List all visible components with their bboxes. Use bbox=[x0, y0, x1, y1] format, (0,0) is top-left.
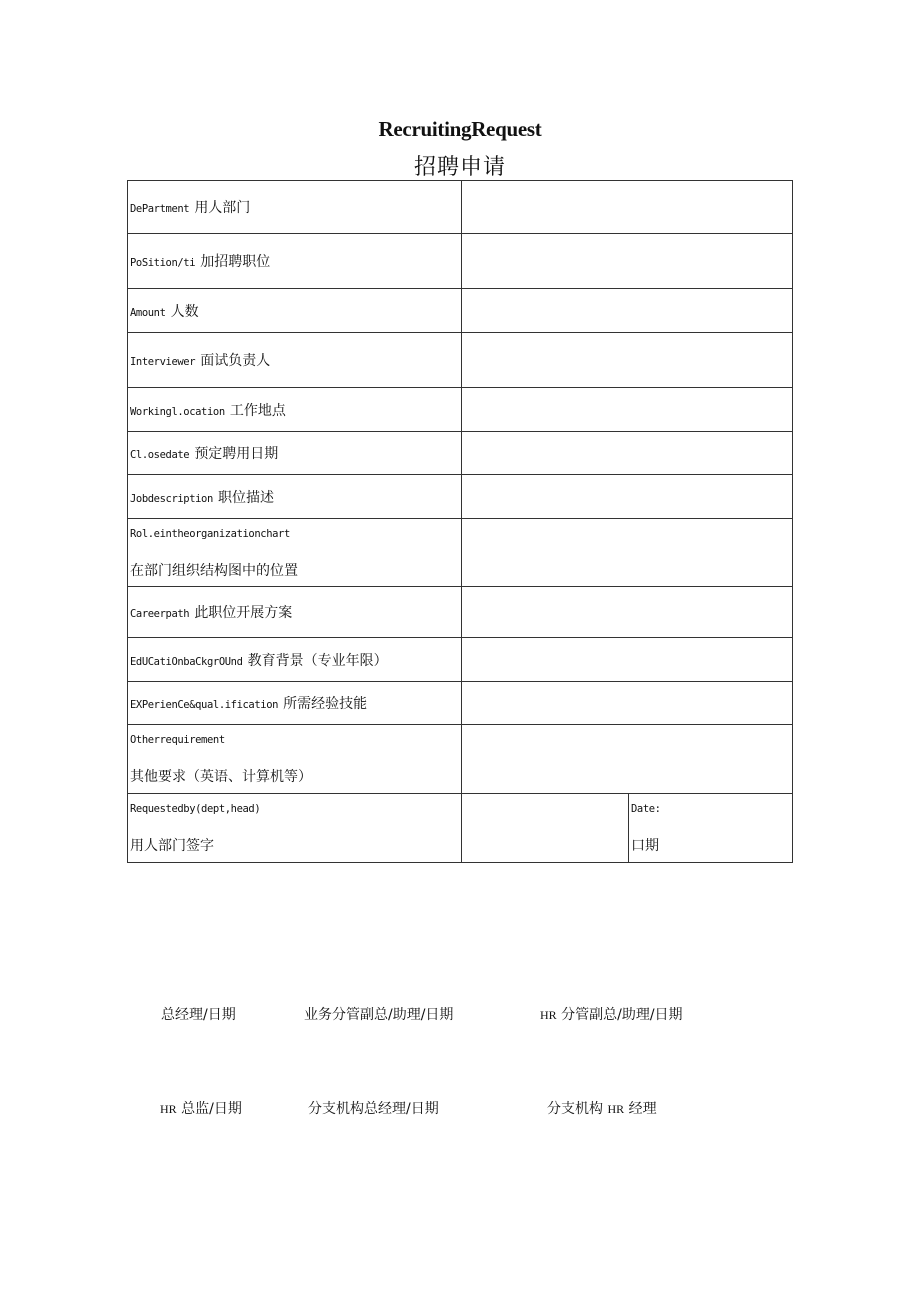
form-row-other-requirement bbox=[128, 725, 793, 794]
form-row-close-date bbox=[128, 432, 793, 475]
row-label bbox=[128, 289, 462, 333]
label-en: Rol.eintheorganizationchart bbox=[130, 527, 290, 540]
label-zh: 教育背景（专业年限） bbox=[247, 652, 388, 669]
row-label bbox=[128, 725, 462, 794]
label-zh: 用人部门 bbox=[194, 200, 251, 216]
signature-general-manager: 总经理/日期 bbox=[161, 1007, 236, 1023]
label-en: Careerpath bbox=[130, 608, 190, 620]
signature-business-vp: 业务分管副总/助理/日期 bbox=[304, 1007, 454, 1023]
label-en: EdUCatiOnbaCkgrOUnd bbox=[130, 655, 243, 668]
form-row-job-description bbox=[128, 475, 793, 519]
role-field[interactable] bbox=[462, 519, 793, 587]
form-row-experience bbox=[128, 682, 793, 725]
label-en: Jobdescription bbox=[130, 492, 213, 505]
label-en: Workingl.ocation bbox=[130, 405, 225, 418]
label-zh: 所需经验技能 bbox=[283, 696, 368, 712]
signature-branch-gm: 分支机构总经理/日期 bbox=[308, 1101, 439, 1117]
signature-branch-hr-manager: 分支机构 HR 经理 bbox=[547, 1101, 657, 1117]
row-label bbox=[128, 587, 462, 638]
department-field[interactable] bbox=[462, 181, 793, 234]
label-zh: 人数 bbox=[170, 303, 199, 320]
amount-field[interactable] bbox=[462, 289, 793, 333]
interviewer-field[interactable] bbox=[462, 333, 793, 388]
row-label bbox=[128, 638, 462, 682]
label-en: DePartment bbox=[130, 203, 190, 215]
label-en: Cl.osedate bbox=[130, 449, 190, 461]
close-date-field[interactable] bbox=[462, 432, 793, 475]
label-zh: 职位描述 bbox=[218, 489, 274, 506]
row-label bbox=[128, 794, 462, 863]
title-english: RecruitingRequest bbox=[378, 117, 542, 141]
label-en: PoSition/ti bbox=[130, 257, 196, 269]
row-label bbox=[128, 432, 462, 475]
label-en: Amount bbox=[130, 306, 166, 319]
label-zh: 加招聘职位 bbox=[200, 254, 271, 270]
label-zh: 面试负责人 bbox=[200, 353, 271, 369]
form-row-interviewer bbox=[128, 333, 793, 388]
date-label-zh: 口期 bbox=[631, 838, 659, 854]
label-zh: 工作地点 bbox=[229, 402, 286, 419]
signature-hr-director: HR 总监/日期 bbox=[160, 1101, 242, 1117]
career-path-field[interactable] bbox=[462, 587, 793, 638]
title-chinese: 招聘申请 bbox=[413, 155, 506, 180]
form-row-career-path bbox=[128, 587, 793, 638]
form-row-position bbox=[128, 234, 793, 289]
date-cell[interactable] bbox=[629, 794, 793, 863]
job-description-field[interactable] bbox=[462, 475, 793, 519]
row-label bbox=[128, 682, 462, 725]
label-zh: 其他要求（英语、计算机等） bbox=[130, 769, 312, 785]
row-label bbox=[128, 333, 462, 388]
form-row-location bbox=[128, 388, 793, 432]
row-label bbox=[128, 475, 462, 519]
form-row-role bbox=[128, 519, 793, 587]
label-en: EXPerienCe&qual.ification bbox=[130, 699, 279, 711]
label-en: Otherrequirement bbox=[130, 734, 225, 746]
row-label bbox=[128, 519, 462, 587]
signature-field[interactable] bbox=[462, 794, 629, 863]
form-row-amount bbox=[128, 289, 793, 333]
label-zh: 用人部门签字 bbox=[130, 838, 214, 854]
signature-hr-vp: HR 分管副总/助理/日期 bbox=[540, 1007, 683, 1023]
label-zh: 预定聘用日期 bbox=[194, 446, 279, 462]
label-en: Requestedby(dept,head) bbox=[130, 803, 261, 815]
form-row-education bbox=[128, 638, 793, 682]
date-label-en: Date: bbox=[631, 803, 661, 815]
other-requirement-field[interactable] bbox=[462, 725, 793, 794]
label-zh: 在部门组织结构图中的位置 bbox=[130, 562, 298, 579]
row-label bbox=[128, 388, 462, 432]
row-label bbox=[128, 234, 462, 289]
recruiting-form-table bbox=[127, 180, 793, 863]
position-field[interactable] bbox=[462, 234, 793, 289]
form-row-requested-by bbox=[128, 794, 793, 863]
label-en: Interviewer bbox=[130, 356, 196, 368]
experience-field[interactable] bbox=[462, 682, 793, 725]
form-row-department bbox=[128, 181, 793, 234]
row-label bbox=[128, 181, 462, 234]
label-zh: 此职位开展方案 bbox=[194, 605, 293, 621]
education-field[interactable] bbox=[462, 638, 793, 682]
location-field[interactable] bbox=[462, 388, 793, 432]
